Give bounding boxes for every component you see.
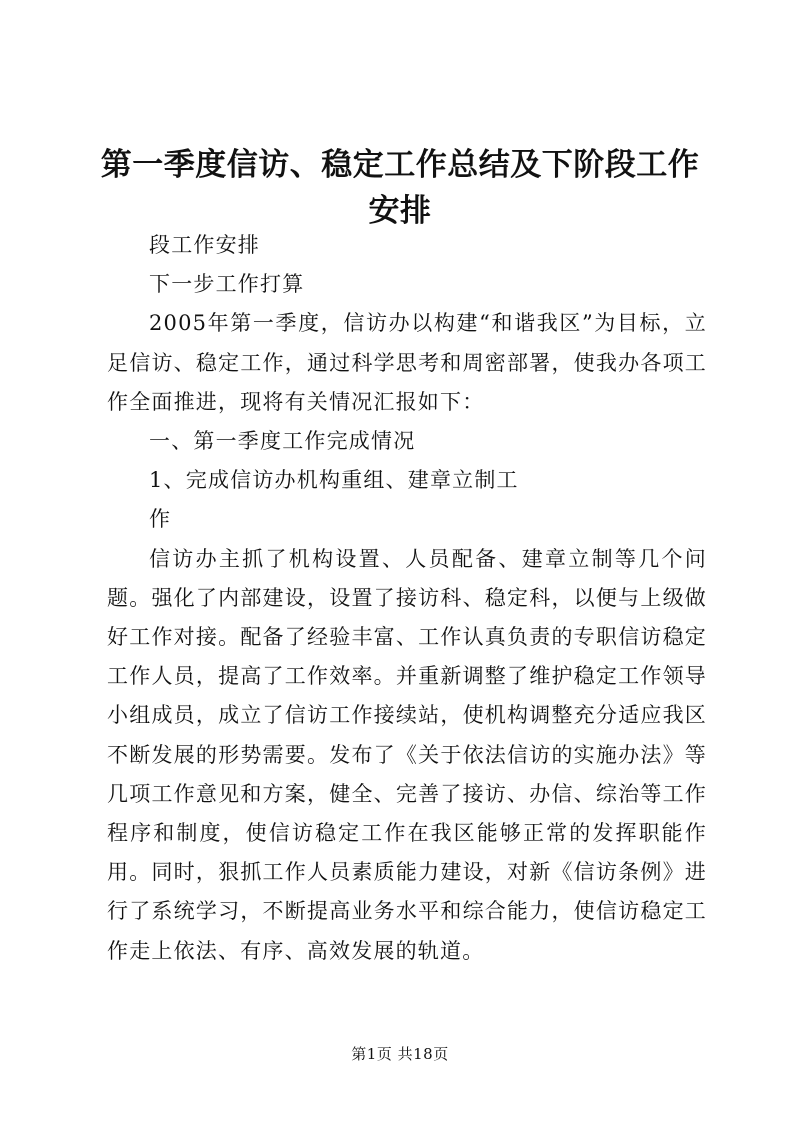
paragraph-1: 段工作安排 [149, 233, 260, 257]
paragraph-3: 2005年第一季度，信访办以构建“和谐我区”为目标，立足信访、稳定工作，通过科学思考和周密部署，使我办各项工作全面推进，现将有关情况汇报如下： [107, 311, 707, 414]
paragraph-7: 信访办主抓了机构设置、人员配备、建章立制等几个问题。强化了内部建设，设置了接访科、稳定科，以便与上级做好工作对接。配备了经验丰富、工作认真负责的专职信访稳定工作人员，提高了工作效率。并重新调整了维护稳定工作领导小组成员，成立了信访工作接续站，使机构调整充分适应我区不断发展的形势需要。发布了《关于依法信访的实施办法》等几项工作意见和方案，健全、完善了接访、办信、综治等工作程序和制度，使信访稳定工作在我区能够正常的发挥职能作用。同时，狠抓工作人员素质能力建设，对新《信访条例》进行了系统学习，不断提高业务水平和综合能力，使信访稳定工作走上依法、有序、高效发展的轨道。 [107, 546, 707, 963]
page-footer: 第1页 共18页 [351, 1045, 449, 1063]
paragraph-6: 作 [149, 507, 172, 532]
subsection-heading-1: 1、完成信访办机构重组、建章立制工 [149, 468, 519, 493]
document-title: 第一季度信访、稳定工作总结及下阶段工作安排 [100, 147, 700, 229]
document-body [107, 226, 707, 971]
paragraph-2: 下一步工作打算 [149, 272, 305, 297]
section-heading-1: 一、第一季度工作完成情况 [149, 429, 416, 454]
